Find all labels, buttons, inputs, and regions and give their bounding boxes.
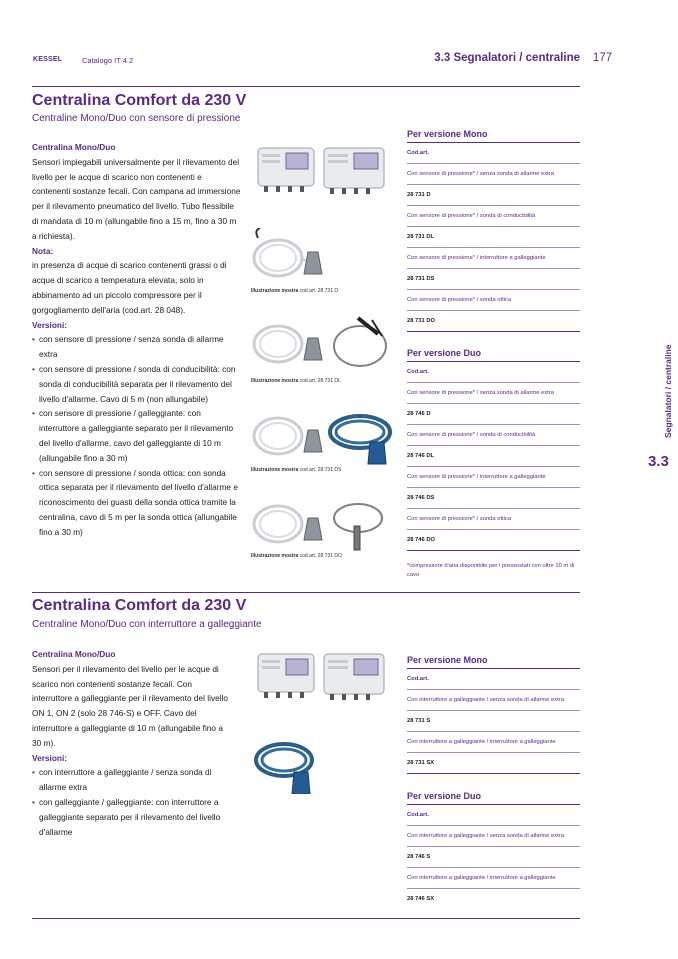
footnote: *compressore d'aria disponibile per i pressostati con oltre 10 m di cavo <box>407 563 575 578</box>
section2-title: Centralina Comfort da 230 V <box>32 597 247 614</box>
section2-subtitle: Centraline Mono/Duo con interruttore a galleggiante <box>32 619 262 630</box>
caption-label: Illustrazione mostra <box>251 288 299 294</box>
side-tab-number: 3.3 <box>648 453 669 470</box>
side-tab-label: Segnalatori / centraline <box>663 344 673 438</box>
image-caption <box>251 467 341 473</box>
caption-code: cod.art. 28 731 DL <box>299 378 341 384</box>
caption-code: cod.art. 28 731 DO <box>299 553 342 559</box>
table-row-option: Con sensore di pressione* / interruttore a galleggiante <box>407 467 580 488</box>
image-caption <box>251 288 338 294</box>
versions-label: Versioni: <box>32 319 68 330</box>
caption-code: cod.art. 28 731 D <box>299 288 338 294</box>
desc-heading: Centralina Mono/Duo <box>32 649 116 659</box>
table-row-code: 28 746 S <box>407 847 580 868</box>
pressure-hose-float-image <box>250 404 400 466</box>
divider <box>32 918 580 919</box>
table-heading: Per versione Mono <box>407 655 580 669</box>
brand-name: KESSEL <box>33 56 63 63</box>
table-row-option: Con sensore di pressione* / senza sonda di allarme extra <box>407 383 580 404</box>
section2-description <box>32 647 232 839</box>
table-row-option: Con sensore di pressione* / senza sonda di allarme extra <box>407 164 580 185</box>
table-row-code: 28 731 D <box>407 185 580 206</box>
versions-list <box>32 765 232 839</box>
table-row-code: 28 731 SX <box>407 753 580 774</box>
caption-code: cod.art. 28 731 DS <box>299 467 342 473</box>
desc-text: Sensori per il rilevamento del livello per le acque di scarico non contenenti sostanze fecali. Con interruttore a galleggiante per il rilevamento del livello ON 1, ON 2 (solo 28 746-S) e OFF. Cavo del interruttore a galleggiante di 10 m (allungabile fino a 30 m). <box>32 663 229 748</box>
list-item: • con sensore di pressione / sonda ottica: con sonda ottica separata per il rilevamento del livello d'allarme e riconoscimento dei guasti della sonda ottica tramite la centralina, cavo di 5 m per la sonda ottica (allungabile fino a 30 m) <box>32 466 242 540</box>
divider <box>32 86 580 87</box>
versions-label: Versioni: <box>32 752 68 763</box>
desc-text: Sensori impiegabili universalmente per il rilevamento del livello per le acque di scarico non contenenti e contenenti sostanze fecali. Con campana ad immersione per il rilevamento pneumatico del livello. Tubo flessibile di mandata di 10 m (allungabile fino a 15 m, fino a 30 m a richiesta). <box>32 156 241 241</box>
list-item: • con galleggiante / galleggiante: con interruttore a galleggiante separato per il rilevamento del livello d'allarme <box>32 795 232 839</box>
table-row-option: Con sensore di pressione* / sonda di conducibilità <box>407 425 580 446</box>
table-row-option: Con interruttore a galleggiante / interruttore a galleggiante <box>407 868 580 889</box>
duo-table <box>407 348 580 551</box>
caption-label: Illustrazione mostra <box>251 553 299 559</box>
table-row-code: 28 731 DO <box>407 311 580 332</box>
catalog-label: Catalogo IT 4.2 <box>82 56 134 65</box>
divider <box>32 592 580 593</box>
table-row-option: Con interruttore a galleggiante / interruttore a galleggiante <box>407 732 580 753</box>
duo-table <box>407 791 580 910</box>
note-text: in presenza di acque di scarico contenenti grassi o di acque di scarico a temperatura elevata, solo in abbinamento ad un piccolo compressore per il gorgogliamento dell'aria (cod.art. 28 048). <box>32 260 227 315</box>
page-number: 177 <box>592 52 612 64</box>
table-row-code: 28 746 DS <box>407 488 580 509</box>
mono-table <box>407 655 580 774</box>
desc-heading: Centralina Mono/Duo <box>32 142 116 152</box>
table-row-code: 28 731 DS <box>407 269 580 290</box>
control-unit-image <box>256 144 396 196</box>
section-title-header: 3.3 Segnalatori / centraline <box>434 52 580 64</box>
table-header-codeart: Cod.art. <box>407 805 580 826</box>
mono-table <box>407 129 580 332</box>
versions-list <box>32 332 242 539</box>
table-row-code: 28 746 SX <box>407 896 435 902</box>
table-header-codeart: Cod.art. <box>407 143 580 164</box>
caption-label: Illustrazione mostra <box>251 467 299 473</box>
table-heading: Per versione Duo <box>407 791 580 805</box>
pressure-hose-image <box>250 228 330 286</box>
note-label: Nota: <box>32 245 54 256</box>
table-heading: Per versione Duo <box>407 348 580 362</box>
image-caption <box>251 553 342 559</box>
table-row-code: 28 746 DL <box>407 446 580 467</box>
table-row-option: Con interruttore a galleggiante / senza sonda di allarme extra <box>407 690 580 711</box>
table-heading: Per versione Mono <box>407 129 580 143</box>
table-header-codeart: Cod.art. <box>407 669 580 690</box>
caption-label: Illustrazione mostra <box>251 378 299 384</box>
table-row-option: Con interruttore a galleggiante / senza sonda di allarme extra <box>407 826 580 847</box>
list-item: • con interruttore a galleggiante / senza sonda di allarme extra <box>32 765 232 795</box>
table-row-option: Con sensore di pressione* / sonda ottica <box>407 290 580 311</box>
table-row-option: Con sensore di pressione* / interruttore a galleggiante <box>407 248 580 269</box>
float-switch-image <box>250 732 330 794</box>
table-row-code: 28 731 DL <box>407 227 580 248</box>
table-row-option: Con sensore di pressione* / sonda ottica <box>407 509 580 530</box>
pressure-hose-optical-image <box>250 492 390 554</box>
list-item: • con sensore di pressione / senza sonda di allarme extra <box>32 332 242 362</box>
list-item: • con sensore di pressione / galleggiante: con interruttore a galleggiante separato per il rilevamento del livello d'allarme, cavo del galleggiante di 10 m (allungabile fino a 30 m) <box>32 406 242 465</box>
table-row-code: 28 731 S <box>407 711 580 732</box>
table-row-code: 28 746 D <box>407 404 580 425</box>
image-caption <box>251 378 341 384</box>
section1-subtitle: Centraline Mono/Duo con sensore di pressione <box>32 113 241 124</box>
control-unit-image <box>256 650 396 702</box>
pressure-hose-conductivity-image <box>250 314 390 372</box>
side-tab <box>651 342 673 438</box>
list-item: • con sensore di pressione / sonda di conducibilità: con sonda di conducibilità separata per il rilevamento del livello d'allarme. Cavo di 5 m (non allungabile) <box>32 362 242 406</box>
section1-title: Centralina Comfort da 230 V <box>32 92 247 109</box>
table-row-option: Con sensore di pressione* / sonda di conducibilità <box>407 206 580 227</box>
table-row-code: 28 746 DO <box>407 530 580 551</box>
section1-description <box>32 140 242 540</box>
table-header-codeart: Cod.art. <box>407 362 580 383</box>
